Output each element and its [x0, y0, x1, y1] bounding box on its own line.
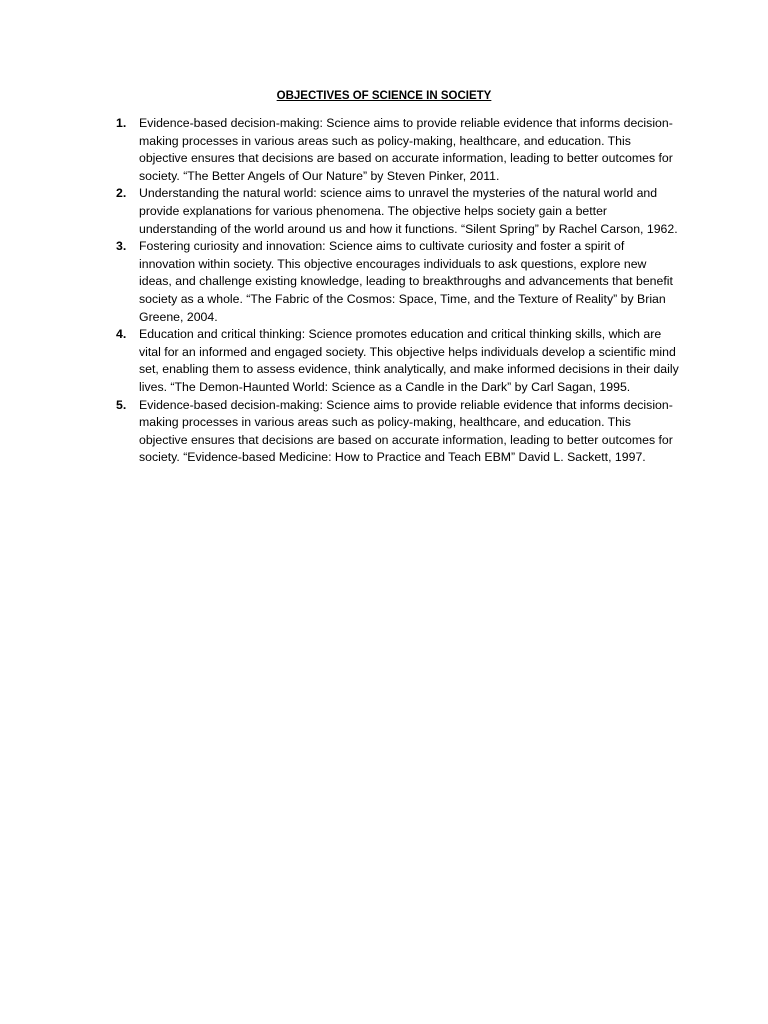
list-item-text: Evidence-based decision-making: Science aims to provide reliable evidence that informs decision-making processes in various areas such as policy-making, healthcare, and education. This objective ensures that decisions are based on accurate information, leading to better outcomes for society. “Evidence-based Medicine: How to Practice and Teach EBM” David L. Sackett, 1997.	[139, 397, 673, 465]
list-item-number: 2.	[116, 186, 127, 201]
list-item	[0, 397, 679, 467]
list-item-number: 3.	[116, 239, 127, 254]
objectives-list	[0, 115, 768, 467]
list-item-number: 4.	[116, 327, 127, 342]
list-item	[0, 326, 679, 396]
list-item-text: Education and critical thinking: Science promotes education and critical thinking skills, which are vital for an informed and engaged society. This objective helps individuals develop a scientific mind set, enabling them to assess evidence, think analytically, and make informed decisions in their daily lives. “The Demon-Haunted World: Science as a Candle in the Dark” by Carl Sagan, 1995.	[139, 327, 679, 394]
list-item-number: 1.	[116, 116, 127, 130]
list-item-number: 5.	[116, 397, 127, 412]
list-item-text: Evidence-based decision-making: Science aims to provide reliable evidence that informs decision-making processes in various areas such as policy-making, healthcare, and education. This objective ensures that decisions are based on accurate information, leading to better outcomes for society. “The Better Angels of Our Nature” by Steven Pinker, 2011.	[139, 116, 673, 183]
list-item	[0, 115, 679, 185]
document-title: OBJECTIVES OF SCIENCE IN SOCIETY	[276, 90, 492, 102]
list-item	[0, 185, 679, 238]
list-item	[0, 238, 679, 326]
list-item-text: Fostering curiosity and innovation: Science aims to cultivate curiosity and foster a spirit of innovation within society. This objective encourages individuals to ask questions, explore new ideas, and challenge existing knowledge, leading to breakthroughs and advancements that benefit society as a whole. “The Fabric of the Cosmos: Space, Time, and the Texture of Reality” by Brian Greene, 2004.	[139, 239, 673, 324]
list-item-text: Understanding the natural world: science aims to unravel the mysteries of the natural world and provide explanations for various phenomena. The objective helps society gain a better understanding of the world around us and how it functions. “Silent Spring” by Rachel Carson, 1962.	[139, 186, 678, 236]
